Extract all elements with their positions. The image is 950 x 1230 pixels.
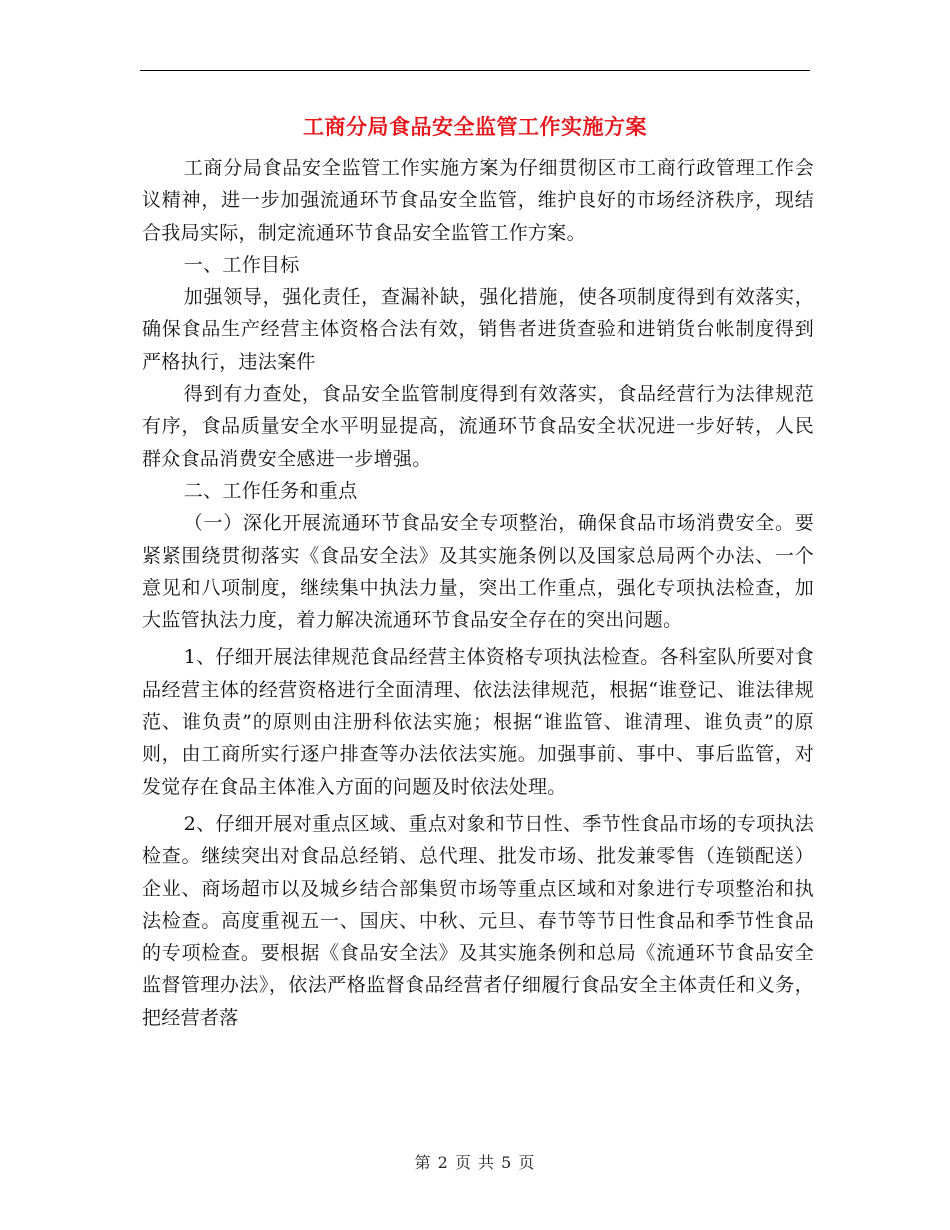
page-number: 第 2 页 共 5 页 — [414, 1153, 536, 1172]
task-item-1: 1、仔细开展法律规范食品经营主体资格专项执法检查。各科室队所要对食品经营主体的经营资格进行全面清理、依法法律规范，根据“谁登记、谁法律规范、谁负责”的原则由注册科依法实施；根据“谁监管、谁清理、谁负责”的原则，由工商所实行逐户排查等办法依法实施。加强事前、事中、事后监管，对发觉存在食品主体准入方面的问题及时依法处理。 — [142, 646, 814, 798]
goals-paragraph: 加强领导，强化责任，查漏补缺，强化措施，使各项制度得到有效落实，确保食品生产经营主体资格合法有效，销售者进货查验和进销货台帐制度得到严格执行，违法案件 — [142, 286, 814, 373]
task-item-2: 2、仔细开展对重点区域、重点对象和节日性、季节性食品市场的专项执法检查。继续突出对食品总经销、总代理、批发市场、批发兼零售（连锁配送）企业、商场超市以及城乡结合部集贸市场等重点区域和对象进行专项整治和执法检查。高度重视五一、国庆、中秋、元旦、春节等节日性食品和季节性食品的专项检查。要根据《食品安全法》及其实施条例和总局《流通环节食品安全监督管理办法》，依法严格监督食品经营者仔细履行食品安全主体责任和义务，把经营者落 — [142, 812, 814, 1029]
section-heading-tasks: 二、工作任务和重点 — [183, 479, 358, 502]
document-title: 工商分局食品安全监管工作实施方案 — [303, 115, 647, 139]
intro-paragraph: 工商分局食品安全监管工作实施方案为仔细贯彻区市工商行政管理工作会议精神，进一步加强流通环节食品安全监管，维护良好的市场经济秩序，现结合我局实际，制定流通环节食品安全监管工作方案。 — [142, 157, 814, 244]
header-rule — [140, 70, 810, 71]
document-body — [142, 152, 814, 1034]
task-paragraph-1: （一）深化开展流通环节食品安全专项整治，确保食品市场消费安全。要紧紧围绕贯彻落实《食品安全法》及其实施条例以及国家总局两个办法、一个意见和八项制度，继续集中执法力量，突出工作重点，强化专项执法检查，加大监管执法力度，着力解决流通环节食品安全存在的突出问题。 — [142, 512, 814, 632]
section-heading-goals: 一、工作目标 — [183, 253, 300, 276]
goals-paragraph-continued: 得到有力查处，食品安全监管制度得到有效落实，食品经营行为法律规范有序，食品质量安全水平明显提高，流通环节食品安全状况进一步好转，人民群众食品消费安全感进一步增强。 — [142, 383, 814, 470]
